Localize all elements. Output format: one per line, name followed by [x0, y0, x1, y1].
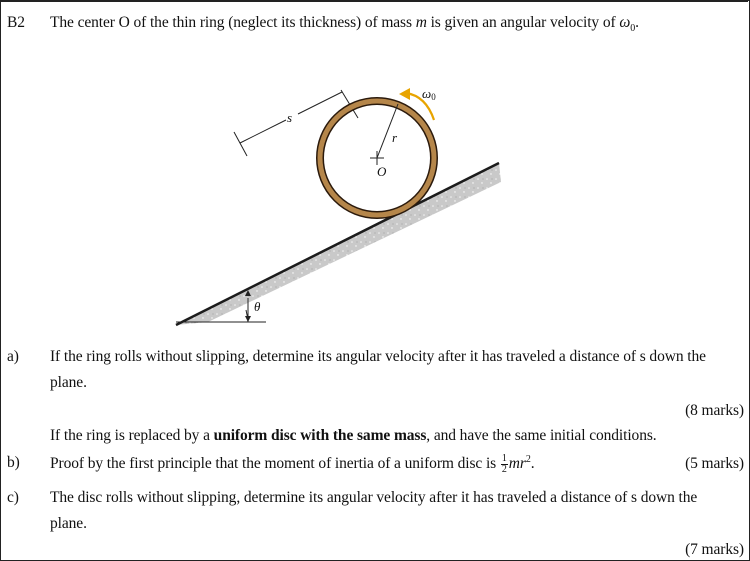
statement-prefix: The center O of the thin ring (neglect its thickness) of mass: [50, 14, 416, 31]
s-dimension-line-upper: [298, 92, 342, 114]
label-center-O: O: [377, 164, 387, 179]
omega-arrowhead-icon: [399, 88, 410, 100]
moment-expression: mr: [508, 455, 526, 473]
part-b-intro-suffix: , and have the same initial conditions.: [426, 427, 657, 444]
theta-arrowhead-lower-icon: [245, 316, 251, 322]
mass-symbol: m: [415, 14, 427, 31]
moment-exponent: 2: [525, 454, 531, 465]
statement-end: .: [635, 14, 639, 31]
part-b-intro-bold: uniform disc with the same mass: [213, 427, 427, 444]
part-b-intro: [50, 426, 657, 445]
label-s: s: [287, 110, 293, 125]
omega-symbol: ω: [619, 14, 631, 31]
part-a-label: a): [7, 348, 19, 365]
fraction-one-half: [501, 454, 508, 475]
label-theta: θ: [254, 299, 261, 314]
part-c-label: c): [7, 489, 19, 506]
label-omega-subscript: 0: [431, 92, 436, 102]
part-b-proof: [50, 450, 535, 475]
s-dimension-line-lower: [240, 120, 286, 143]
part-b-proof-prefix: Proof by the first principle that the moment of inertia of a uniform disc is: [50, 455, 500, 473]
part-b-label: b): [7, 454, 20, 471]
incline-surface-edge: [176, 163, 499, 325]
problem-number: B2: [7, 14, 25, 31]
omega-subscript: 0: [630, 23, 636, 35]
label-omega: [422, 86, 436, 102]
part-c-line2: plane.: [50, 515, 87, 532]
part-b-proof-end: .: [530, 455, 535, 473]
label-omega-symbol: ω: [422, 86, 432, 101]
part-c-marks: (7 marks): [685, 541, 744, 558]
part-a-line2: plane.: [50, 374, 87, 391]
problem-statement: [50, 13, 639, 38]
part-a-line1: If the ring rolls without slipping, determine its angular velocity after it has traveled a distance of s down the: [50, 348, 706, 365]
statement-suffix: is given an angular velocity of: [426, 14, 620, 31]
fraction-numerator: 1: [501, 453, 507, 465]
s-end-tick: [234, 132, 247, 156]
label-r: r: [392, 130, 398, 145]
rolling-ring-diagram: [170, 60, 510, 345]
top-rule: [1, 0, 748, 2]
part-c-line1: The disc rolls without slipping, determine its angular velocity after it has traveled a distance of s down the: [50, 489, 698, 506]
part-b-intro-prefix: If the ring is replaced by a: [50, 427, 214, 444]
fraction-denominator: 2: [501, 464, 507, 476]
part-b-marks: (5 marks): [685, 455, 744, 472]
part-a-marks: (8 marks): [685, 402, 744, 419]
